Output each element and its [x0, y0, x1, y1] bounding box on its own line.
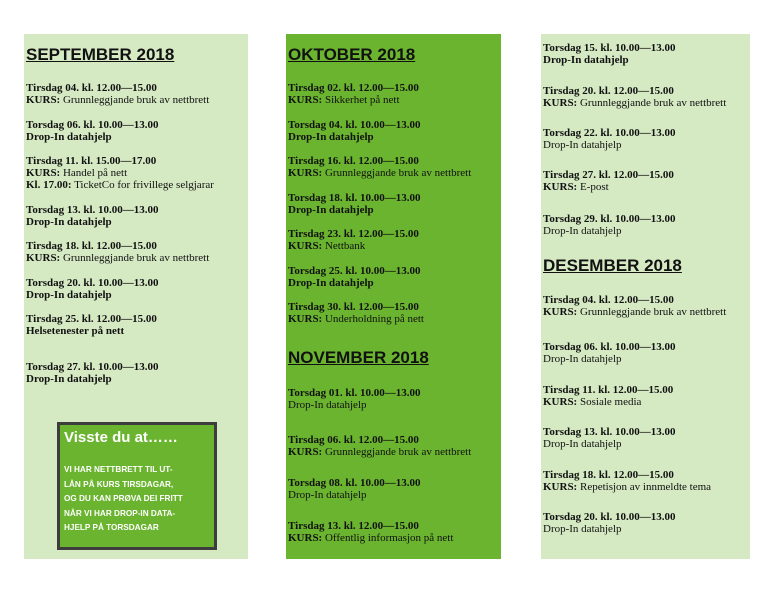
kurs-topic: Grunnleggjande bruk av nettbrett [324, 167, 472, 179]
column-oktober-november [286, 34, 501, 559]
schedule-entry [543, 384, 750, 408]
kurs-topic: Repetisjon av innmeldte tema [579, 481, 712, 493]
info-line: LÅN PÅ KURS TIRSDAGAR, [64, 479, 174, 489]
entry-description: Drop-In datahjelp [26, 216, 112, 228]
entry-date: Torsdag 27. kl. 10.00—13.00 [26, 361, 159, 373]
entry-date: Tirsdag 23. kl. 12.00—15.00 [288, 228, 419, 240]
schedule-entry [288, 192, 501, 216]
entry-date: Torsdag 13. kl. 10.00—13.00 [543, 426, 676, 438]
entry-date: Tirsdag 18. kl. 12.00—15.00 [26, 240, 157, 252]
schedule-entry [288, 387, 501, 411]
schedule-entry [288, 301, 501, 325]
entry-date: Torsdag 20. kl. 10.00—13.00 [26, 277, 159, 289]
entry-date: Torsdag 22. kl. 10.00—13.00 [543, 127, 676, 139]
entry-date: Tirsdag 06. kl. 12.00—15.00 [288, 434, 419, 446]
entry-description: Drop-In datahjelp [543, 139, 622, 151]
entry-description: Drop-In datahjelp [288, 204, 374, 216]
kurs-label: KURS: [288, 240, 323, 252]
entry-date: Tirsdag 16. kl. 12.00—15.00 [288, 155, 419, 167]
entry-description: Drop-In datahjelp [26, 131, 112, 143]
kurs-topic: Grunnleggjande bruk av nettbrett [579, 306, 727, 318]
schedule-entry [288, 477, 501, 501]
entry-description: Drop-In datahjelp [543, 54, 629, 66]
schedule-entry [26, 82, 248, 106]
kurs-label: KURS: [288, 167, 323, 179]
schedule-entry [26, 361, 248, 385]
schedule-entry [543, 341, 750, 365]
info-line: NÅR VI HAR DROP-IN DATA- [64, 508, 176, 518]
schedule-entry [288, 434, 501, 458]
kurs-label: KURS: [288, 94, 323, 106]
kurs-topic: Grunnleggjande bruk av nettbrett [324, 446, 472, 458]
schedule-entry [288, 228, 501, 252]
kurs-label: KURS: [288, 446, 323, 458]
entry-date: Tirsdag 02. kl. 12.00—15.00 [288, 82, 419, 94]
kurs-topic: Grunnleggjande bruk av nettbrett [62, 94, 210, 106]
entry-date: Torsdag 25. kl. 10.00—13.00 [288, 265, 421, 277]
entry-date: Torsdag 15. kl. 10.00—13.00 [543, 42, 676, 54]
entry-description: Drop-In datahjelp [543, 438, 622, 450]
kurs-topic: Sosiale media [579, 396, 642, 408]
schedule-entry [288, 265, 501, 289]
schedule-entry [288, 82, 501, 106]
schedule-entry [288, 119, 501, 143]
kurs-topic: Grunnleggjande bruk av nettbrett [62, 252, 210, 264]
entry-date: Torsdag 08. kl. 10.00—13.00 [288, 477, 421, 489]
schedule-entry [26, 313, 248, 337]
entry-date: Tirsdag 04. kl. 12.00—15.00 [543, 294, 674, 306]
info-box-title: Visste du at…… [64, 429, 178, 446]
kurs-topic: Handel på nett [62, 167, 128, 179]
schedule-entry [26, 240, 248, 264]
entry-date: Torsdag 06. kl. 10.00—13.00 [543, 341, 676, 353]
kurs-label: KURS: [543, 306, 578, 318]
entry-description: Drop-In datahjelp [288, 131, 374, 143]
schedule-entry [543, 426, 750, 450]
kurs-topic: Underholdning på nett [324, 313, 424, 325]
schedule-entry [543, 511, 750, 535]
info-line: VI HAR NETTBRETT TIL UT- [64, 465, 173, 474]
kurs-topic: Nettbank [324, 240, 366, 252]
entry-date: Torsdag 06. kl. 10.00—13.00 [26, 119, 159, 131]
entry-date: Tirsdag 27. kl. 12.00—15.00 [543, 169, 674, 181]
entry-date: Tirsdag 04. kl. 12.00—15.00 [26, 82, 157, 94]
entry-description: Drop-In datahjelp [543, 225, 622, 237]
column-november-desember [541, 34, 750, 559]
entry-date: Torsdag 01. kl. 10.00—13.00 [288, 387, 421, 399]
kurs-label: KURS: [288, 313, 323, 325]
entry-description: Drop-In datahjelp [543, 523, 622, 535]
kurs-label: KURS: [26, 252, 61, 264]
info-box [57, 422, 217, 550]
entry-date: Tirsdag 13. kl. 12.00—15.00 [288, 520, 419, 532]
entry-date: Tirsdag 11. kl. 15.00—17.00 [26, 155, 157, 167]
kurs-label: KURS: [288, 532, 323, 544]
kurs-label: KURS: [26, 94, 61, 106]
entry-date: Torsdag 20. kl. 10.00—13.00 [543, 511, 676, 523]
month-heading: DESEMBER 2018 [543, 256, 682, 275]
kurs-topic: Grunnleggjande bruk av nettbrett [579, 97, 727, 109]
entry-description: Drop-In datahjelp [543, 353, 622, 365]
kurs-label: KURS: [543, 97, 578, 109]
entry-description: Helsetenester på nett [26, 325, 125, 337]
kurs-topic: Sikkerhet på nett [324, 94, 400, 106]
entry-date: Torsdag 29. kl. 10.00—13.00 [543, 213, 676, 225]
schedule-entry [543, 85, 750, 109]
schedule-entry [543, 169, 750, 193]
schedule-entry [26, 277, 248, 301]
schedule-entry [543, 213, 750, 237]
entry-date: Torsdag 13. kl. 10.00—13.00 [26, 204, 159, 216]
kurs-label: KURS: [543, 396, 578, 408]
schedule-entry [26, 204, 248, 228]
schedule-entry [543, 127, 750, 151]
schedule-entry [26, 119, 248, 143]
entry-description: Drop-In datahjelp [288, 277, 374, 289]
kurs-label: KURS: [543, 481, 578, 493]
schedule-entry [543, 42, 750, 66]
month-heading: NOVEMBER 2018 [288, 348, 429, 367]
extra-topic: TicketCo for frivillege selgjarar [74, 179, 214, 191]
info-line: HJELP PÅ TORSDAGAR [64, 523, 159, 532]
info-line: OG DU KAN PRØVA DEI FRITT [64, 494, 183, 503]
kurs-label: KURS: [26, 167, 61, 179]
entry-date: Torsdag 18. kl. 10.00—13.00 [288, 192, 421, 204]
schedule-entry [26, 155, 248, 191]
entry-date: Tirsdag 30. kl. 12.00—15.00 [288, 301, 419, 313]
entry-description: Drop-In datahjelp [288, 489, 367, 501]
schedule-entry [288, 155, 501, 179]
entry-description: Drop-In datahjelp [288, 399, 367, 411]
entry-date: Tirsdag 20. kl. 12.00—15.00 [543, 85, 674, 97]
entry-description: Drop-In datahjelp [26, 373, 112, 385]
schedule-entry [288, 520, 501, 544]
entry-date: Tirsdag 11. kl. 12.00—15.00 [543, 384, 674, 396]
entry-date: Torsdag 04. kl. 10.00—13.00 [288, 119, 421, 131]
entry-date: Tirsdag 25. kl. 12.00—15.00 [26, 313, 157, 325]
month-heading: SEPTEMBER 2018 [26, 45, 175, 64]
kurs-topic: E-post [579, 181, 609, 193]
info-box-text [64, 463, 183, 536]
month-heading: OKTOBER 2018 [288, 45, 416, 64]
extra-time: Kl. 17.00: [26, 179, 72, 191]
schedule-entry [543, 294, 750, 318]
entry-description: Drop-In datahjelp [26, 289, 112, 301]
kurs-label: KURS: [543, 181, 578, 193]
entry-date: Tirsdag 18. kl. 12.00—15.00 [543, 469, 674, 481]
schedule-entry [543, 469, 750, 493]
kurs-topic: Offentlig informasjon på nett [324, 532, 454, 544]
